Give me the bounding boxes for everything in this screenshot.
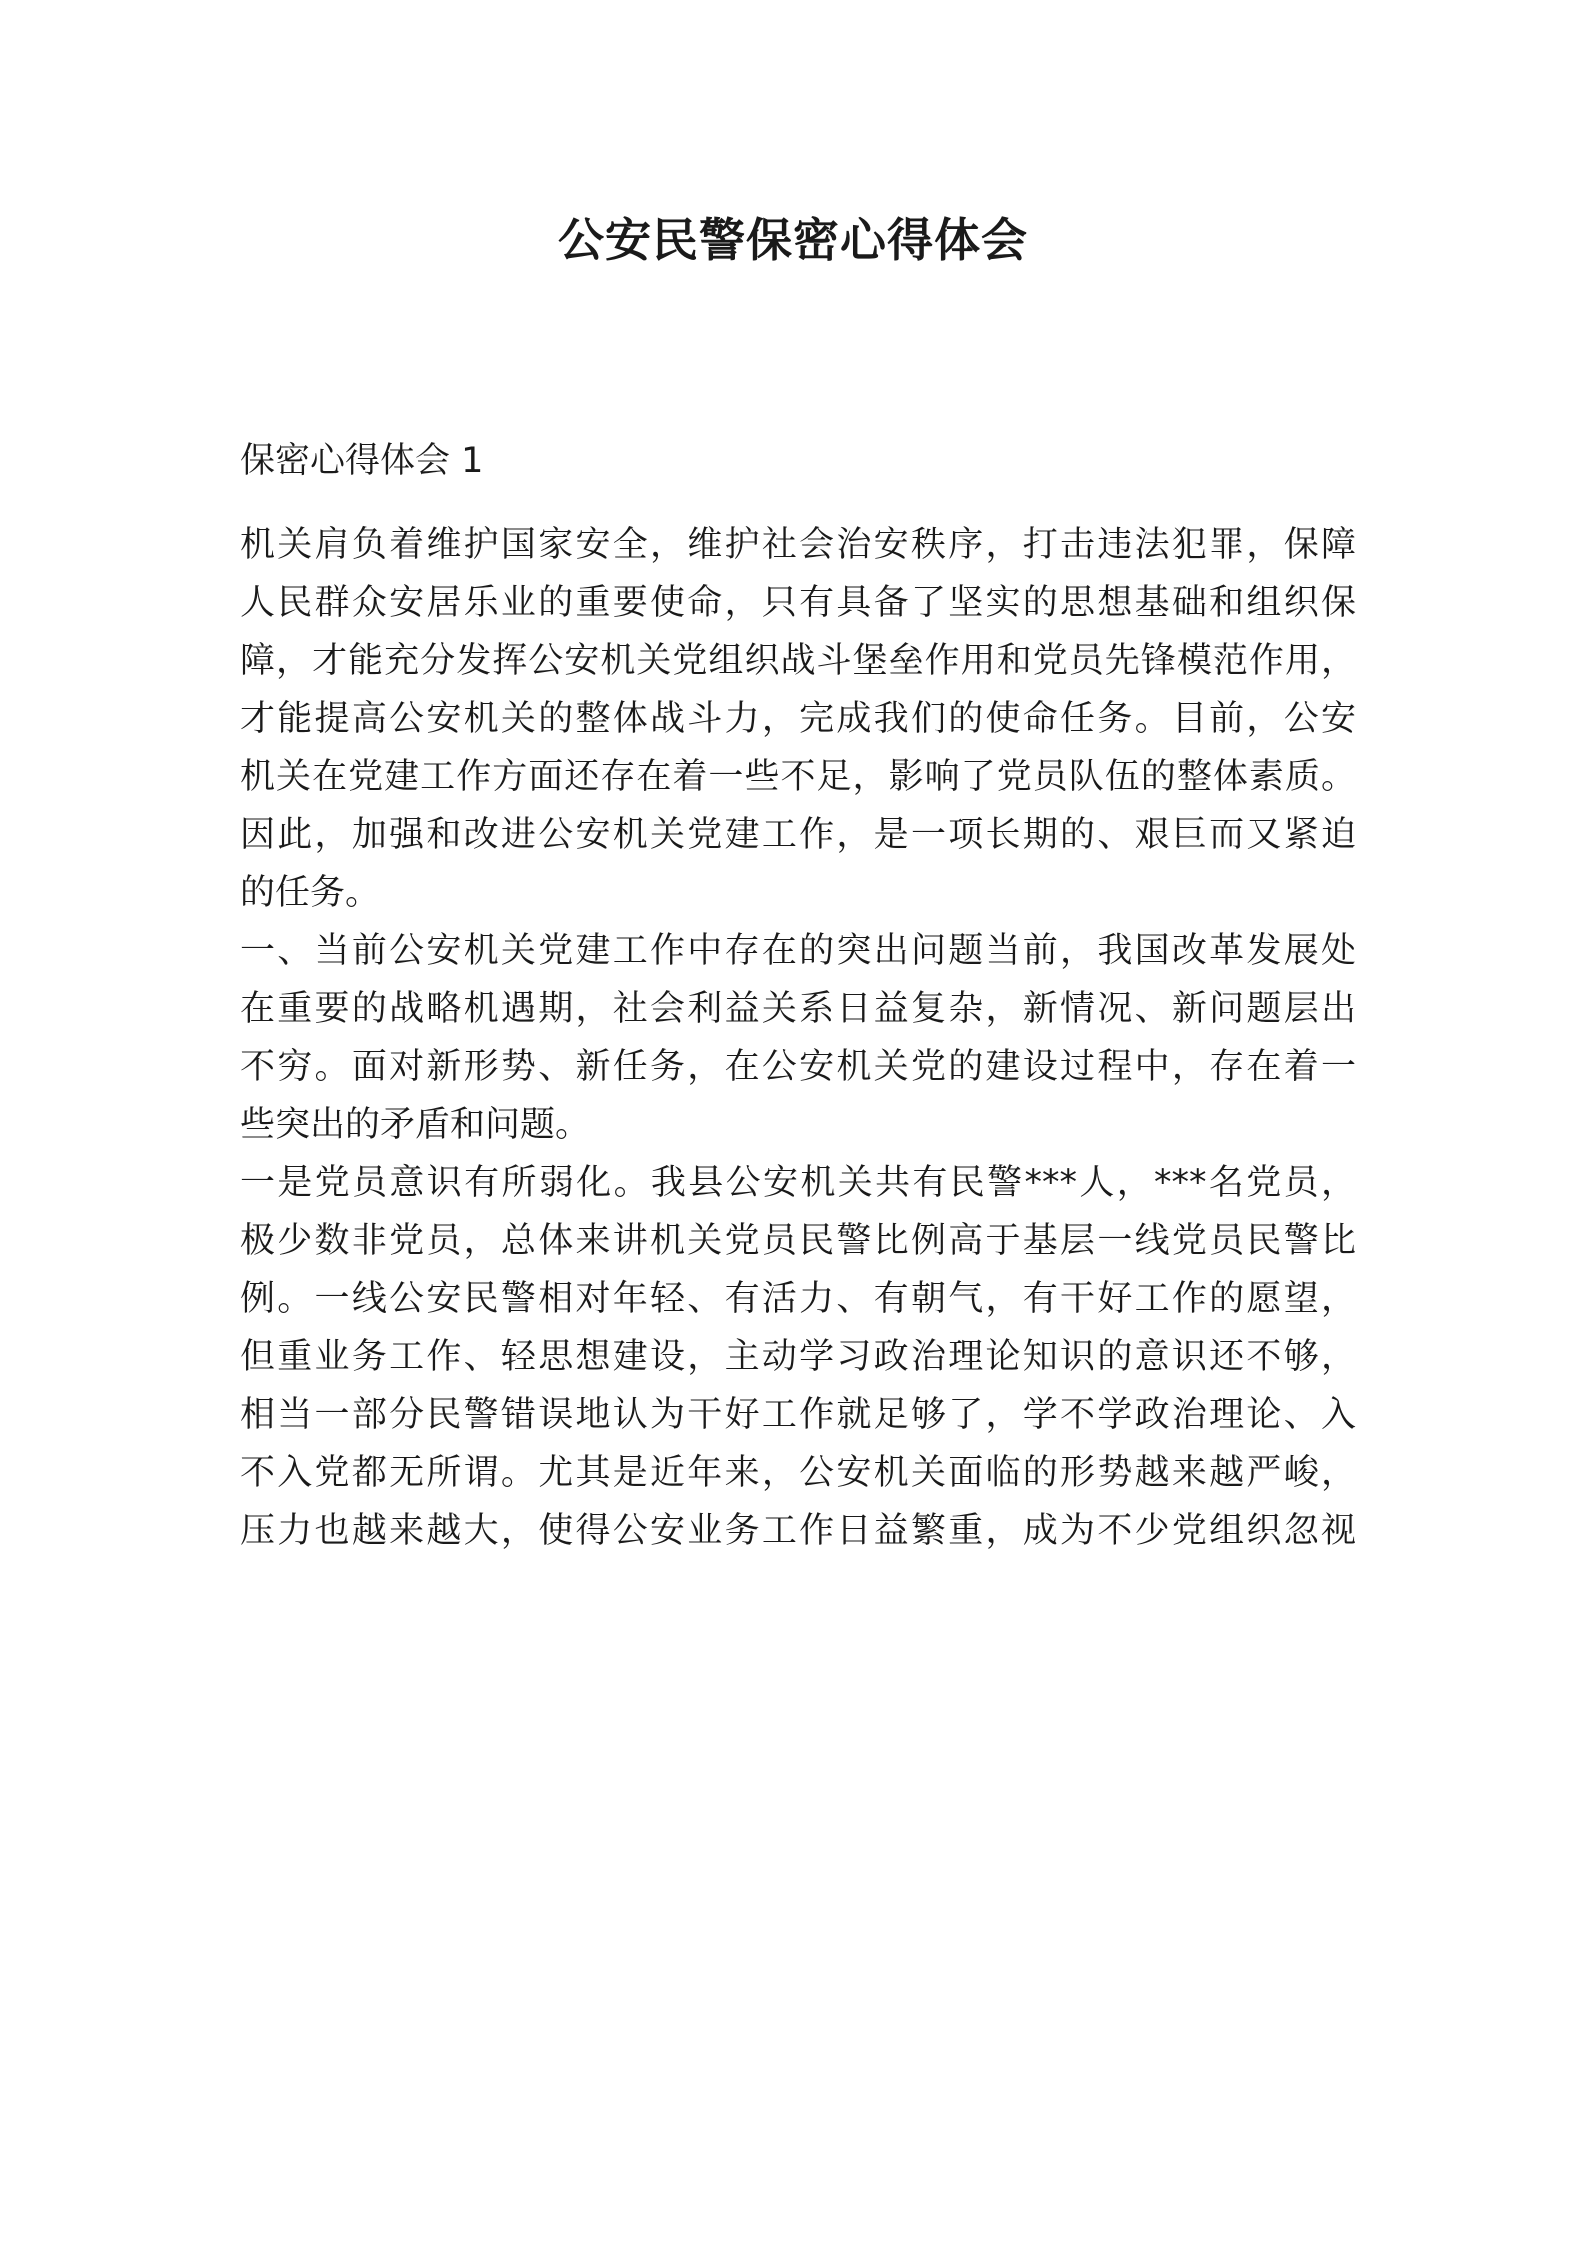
document-body <box>240 404 1356 1560</box>
text-line: 在重要的战略机遇期，社会利益关系日益复杂，新情况、新问题层出 <box>240 989 1356 1029</box>
section-heading: 保密心得体会 1 <box>240 441 484 481</box>
text-line: 不入党都无所谓。尤其是近年来，公安机关面临的形势越来越严峻， <box>240 1453 1356 1493</box>
text-line: 一、当前公安机关党建工作中存在的突出问题当前，我国改革发展处 <box>240 931 1356 971</box>
text-line: 机关肩负着维护国家安全，维护社会治安秩序，打击违法犯罪，保障 <box>240 525 1356 565</box>
text-line: 例。一线公安民警相对年轻、有活力、有朝气，有干好工作的愿望， <box>240 1279 1356 1319</box>
text-line: 才能提高公安机关的整体战斗力，完成我们的使命任务。目前，公安 <box>240 699 1356 739</box>
text-line: 人民群众安居乐业的重要使命，只有具备了坚实的思想基础和组织保 <box>240 583 1356 623</box>
text-line: 不穷。面对新形势、新任务，在公安机关党的建设过程中，存在着一 <box>240 1047 1356 1087</box>
text-line: 但重业务工作、轻思想建设，主动学习政治理论知识的意识还不够， <box>240 1337 1356 1377</box>
text-line: 相当一部分民警错误地认为干好工作就足够了，学不学政治理论、入 <box>240 1395 1356 1435</box>
text-line: 压力也越来越大，使得公安业务工作日益繁重，成为不少党组织忽视 <box>240 1511 1356 1551</box>
text-line: 障，才能充分发挥公安机关党组织战斗堡垒作用和党员先锋模范作用， <box>240 641 1356 681</box>
text-line: 极少数非党员，总体来讲机关党员民警比例高于基层一线党员民警比 <box>240 1221 1356 1261</box>
text-line: 机关在党建工作方面还存在着一些不足，影响了党员队伍的整体素质。 <box>240 757 1356 797</box>
text-line: 因此，加强和改进公安机关党建工作，是一项长期的、艰巨而又紧迫 <box>240 815 1356 855</box>
text-line: 一是党员意识有所弱化。我县公安机关共有民警***人，***名党员， <box>240 1163 1356 1203</box>
text-line: 的任务。 <box>240 873 381 913</box>
text-line: 些突出的矛盾和问题。 <box>240 1105 591 1145</box>
document-title: 公安民警保密心得体会 <box>558 213 1028 267</box>
